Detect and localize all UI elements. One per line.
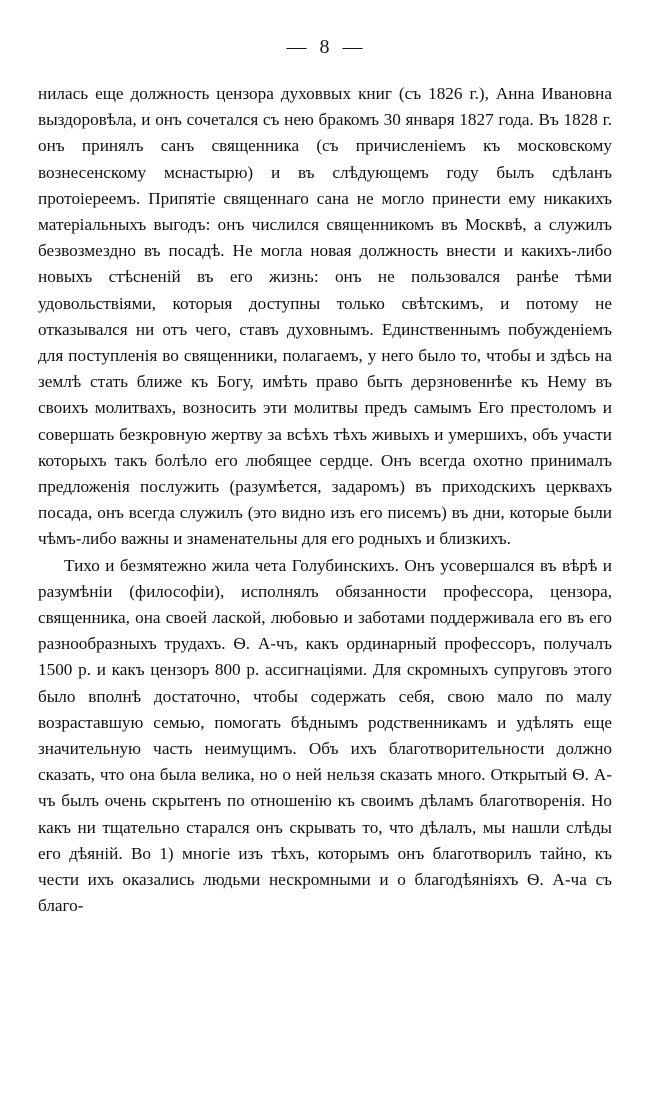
header-dash-left: — <box>286 36 308 58</box>
page-number: 8 <box>319 36 331 58</box>
paragraph: нилась еще должность цензора духоввых книг (съ 1826 г.), Анна Ивановна выздоровѣла, и онъ сочетался съ нею бракомъ 30 января 1827 года. Въ 1828 г. онъ принялъ санъ священника (съ причисленіемъ къ московскому вознесенскому мснастырю) и въ слѣдующемъ году былъ сдѣланъ протоіереемъ. Припятіе священнаго сана не могло принести ему никакихъ матеріальныхъ выгодъ: онъ числился священникомъ въ Москвѣ, а служилъ безвозмездно въ посадѣ. Не могла новая должность внести и какихъ-либо новыхъ стѣсненій въ его жизнь: онъ не пользовался ранѣе тѣми удовольствіями, которыя доступны только свѣтскимъ, и потому не отказывался ни отъ чего, ставъ духовнымъ. Единственнымъ побужденіемъ для поступленія во священники, полагаемъ, у него было то, чтобы и здѣсь на землѣ стать ближе къ Богу, имѣть право быть дерзновеннѣе къ Нему въ своихъ молитвахъ, возносить эти молитвы предъ самымъ Его престоломъ и совершать безкровную жертву за всѣхъ тѣхъ живыхъ и умершихъ, объ участи которыхъ такъ болѣло его любящее сердце. Онъ всегда охотно принималъ предложенія послужить (разумѣется, задаромъ) въ приходскихъ церквахъ посада, онъ всегда служилъ (это видно изъ его писемъ) въ дни, которые были чѣмъ-либо важны и знаменательны для его родныхъ и близкихъ. <box>38 84 612 549</box>
paragraph: Тихо и безмятежно жила чета Голубинскихъ. Онъ усовершался въ вѣрѣ и разумѣніи (философіи), исполнялъ обязанности профессора, цензора, священника, она своей лаской, любовью и заботами поддерживала его въ его разнообразныхъ трудахъ. Ѳ. А-чъ, какъ ординарный профессоръ, получалъ 1500 р. и какъ цензоръ 800 р. ассигнаціями. Для скромныхъ супруговъ этого было вполнѣ достаточно, чтобы содержать себя, свою мало по малу возраставшую семью, помогать бѣднымъ родственникамъ и удѣлять еще значительную часть неимущимъ. Объ ихъ благотворительности должно сказать, что она была велика, но о ней нельзя сказать много. Открытый Ѳ. А-чъ былъ очень скрытенъ по отношенію къ своимъ дѣламъ благотворенія. Но какъ ни тщательно старался онъ скрывать то, что дѣлалъ, мы нашли слѣды его дѣяній. Во 1) многіе изъ тѣхъ, которымъ онъ благотворилъ тайно, къ чести ихъ оказались людьми нескромными и о благодѣяніяхъ Ѳ. А-ча съ благо- <box>38 555 612 916</box>
page-header <box>38 36 612 59</box>
header-dash-right: — <box>342 36 364 58</box>
page-body <box>38 81 612 920</box>
